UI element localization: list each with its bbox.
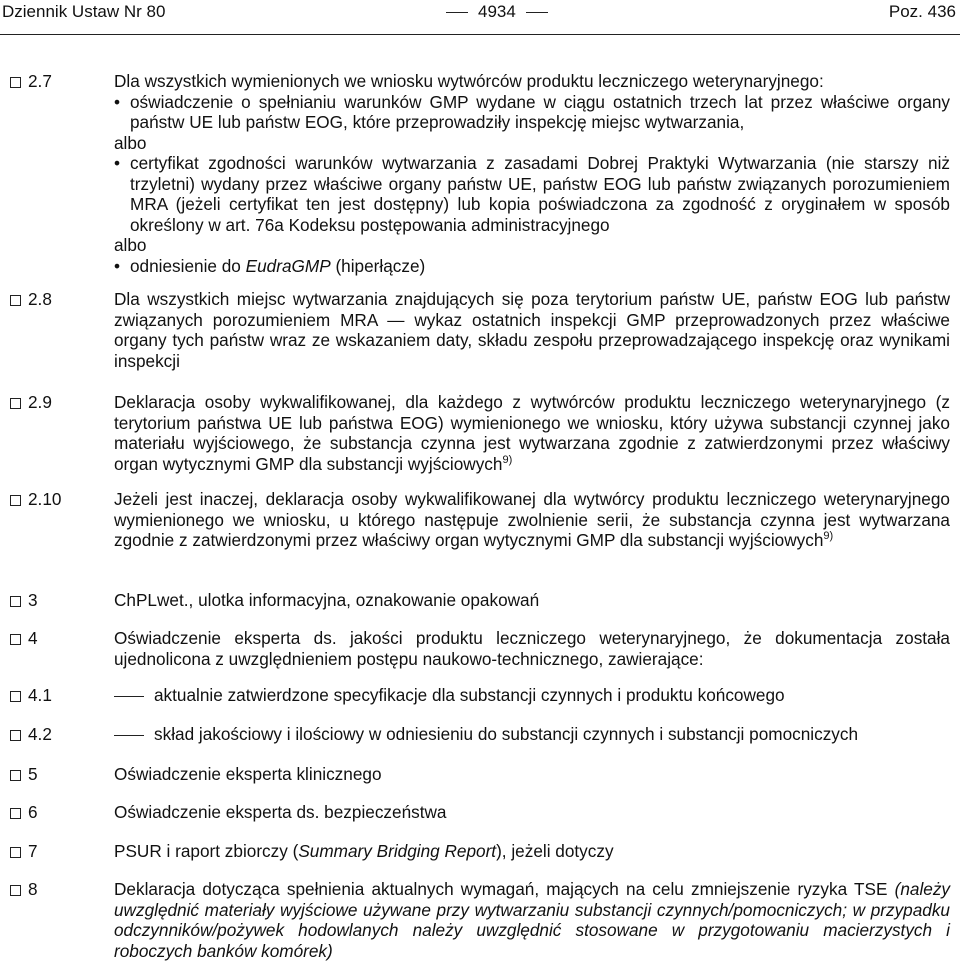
checkbox-icon[interactable] xyxy=(10,398,21,409)
checkbox-icon[interactable] xyxy=(10,730,21,741)
footnote-ref: 9) xyxy=(823,530,834,542)
checkbox-icon[interactable] xyxy=(10,808,21,819)
checkbox-icon[interactable] xyxy=(10,885,21,896)
checkbox-icon[interactable] xyxy=(10,495,21,506)
page-number: 4934 xyxy=(436,2,558,22)
item-checkbox[interactable]: 4 xyxy=(10,628,100,649)
item-text: Oświadczenie eksperta ds. jakości produktu leczniczego weterynaryjnego, że dokumentacja została ujednolicona z uwzględnieniem postępu naukowo-technicznego, zawierające: xyxy=(114,628,950,669)
item-text: Deklaracja dotycząca spełnienia aktualnych wymagań, mających na celu zmniejszenie ryzyka TSE (należy uwzględnić materiały wyjściowe używane przy wytwarzaniu substancji czynnych/pomocniczych; w przypadku odczynników/pożywek hodowlanych należy uwzględnić stosowane w przygotowaniu macierzystych i roboczych banków komórek) xyxy=(114,879,951,961)
checkbox-icon[interactable] xyxy=(10,596,21,607)
item-checkbox[interactable]: 2.8 xyxy=(10,289,100,310)
header-rule xyxy=(0,34,960,35)
checkbox-icon[interactable] xyxy=(10,295,21,306)
checkbox-icon[interactable] xyxy=(10,691,21,702)
bullet-item: • certyfikat zgodności warunków wytwarzania z zasadami Dobrej Praktyki Wytwarzania (nie starszy niż trzyletni) wydany przez właściwe organy państw UE, państw EOG lub państw związanych porozumieniem MRA (jeżeli certyfikat ten jest dostępny) lub kopia poświadczona za zgodność z oryginałem w sposób określony w art. 76a Kodeksu postępowania administracyjnego xyxy=(114,153,950,235)
item-checkbox[interactable]: 2.7 xyxy=(10,71,100,92)
checkbox-icon[interactable] xyxy=(10,77,21,88)
item-checkbox[interactable]: 6 xyxy=(10,802,100,823)
footnote-ref: 9) xyxy=(502,453,513,466)
item-text: PSUR i raport zbiorczy (Summary Bridging Report), jeżeli dotyczy xyxy=(114,841,614,861)
item-checkbox[interactable]: 2.10 xyxy=(10,489,100,510)
checkbox-icon[interactable] xyxy=(10,847,21,858)
dash-icon xyxy=(114,735,144,736)
item-text: Jeżeli jest inaczej, deklaracja osoby wykwalifikowanej dla wytwórcy produktu leczniczego weterynaryjnego wymienionego we wniosku, u którego następuje zwolnienie serii, że substancja czynna jest wytwarzana zgodnie z zatwierdzonymi przez właściwy organ wytycznymi GMP dla substancji wyjściowych$^{9)}$ xyxy=(114,489,950,550)
item-text: Oświadczenie eksperta klinicznego xyxy=(114,764,382,784)
item-text: ChPLwet., ulotka informacyjna, oznakowanie opakowań xyxy=(114,590,540,610)
item-checkbox[interactable]: 7 xyxy=(10,841,100,862)
item-checkbox[interactable]: 5 xyxy=(10,764,100,785)
checkbox-icon[interactable] xyxy=(10,634,21,645)
item-checkbox[interactable]: 3 xyxy=(10,590,100,611)
item-intro: Dla wszystkich wymienionych we wniosku wytwórców produktu leczniczego weterynaryjnego: xyxy=(114,71,824,91)
eudragmp-link[interactable]: EudraGMP xyxy=(245,255,331,276)
item-text: Dla wszystkich miejsc wytwarzania znajdujących się poza terytorium państw UE, państw EOG lub państw związanych porozumieniem MRA — wykaz ostatnich inspekcji GMP przeprowadzonych przez właściwe organy tych państw wraz ze wskazaniem daty, składu zespołu przeprowadzającego inspekcję oraz wynikami inspekcji xyxy=(114,289,950,371)
item-checkbox[interactable]: 4.2 xyxy=(10,724,100,745)
item-text: Oświadczenie eksperta ds. bezpieczeństwa xyxy=(114,802,447,822)
item-checkbox[interactable]: 8 xyxy=(10,879,100,900)
page-header xyxy=(0,0,960,26)
item-checkbox[interactable]: 2.9 xyxy=(10,392,100,413)
checkbox-icon[interactable] xyxy=(10,770,21,781)
item-body xyxy=(114,71,950,276)
item-checkbox[interactable]: 4.1 xyxy=(10,685,100,706)
bullet-item: • oświadczenie o spełnianiu warunków GMP wydane w ciągu ostatnich trzech lat przez właściwe organy państw UE lub państw EOG, które przeprowadziły inspekcję miejsc wytwarzania, xyxy=(114,92,950,133)
journal-title: Dziennik Ustaw Nr 80 xyxy=(2,2,166,21)
item-text: aktualnie zatwierdzone specyfikacje dla substancji czynnych i produktu końcowego xyxy=(114,685,950,706)
or-separator: albo xyxy=(114,132,147,153)
bullet-item: • odniesienie do EudraGMP (hiperłącze) xyxy=(114,256,950,277)
position-number: Poz. 436 xyxy=(888,2,956,21)
item-note: (należy uwzględnić materiały wyjściowe używane przy wytwarzaniu substancji czynnych/pomocniczych; w przypadku odczynników/pożywek hodowlanych należy uwzględnić stosowane w przygotowaniu macierzystych i roboczych banków komórek) xyxy=(114,879,951,961)
item-text: skład jakościowy i ilościowy w odniesieniu do substancji czynnych i substancji pomocniczych xyxy=(114,724,950,745)
item-text: Deklaracja osoby wykwalifikowanej, dla każdego z wytwórców produktu leczniczego weterynaryjnego (z terytorium państwa UE lub państwa EOG) wymienionego we wniosku, który używa substancji czynnej jako materiału wyjściowego, że substancja czynna jest wytwarzana zgodnie z zatwierdzonymi przez właściwy organ wytycznymi GMP dla substancji wyjściowych$^{9)}$ xyxy=(114,392,950,474)
dash-icon xyxy=(114,696,144,697)
or-separator: albo xyxy=(114,235,147,255)
